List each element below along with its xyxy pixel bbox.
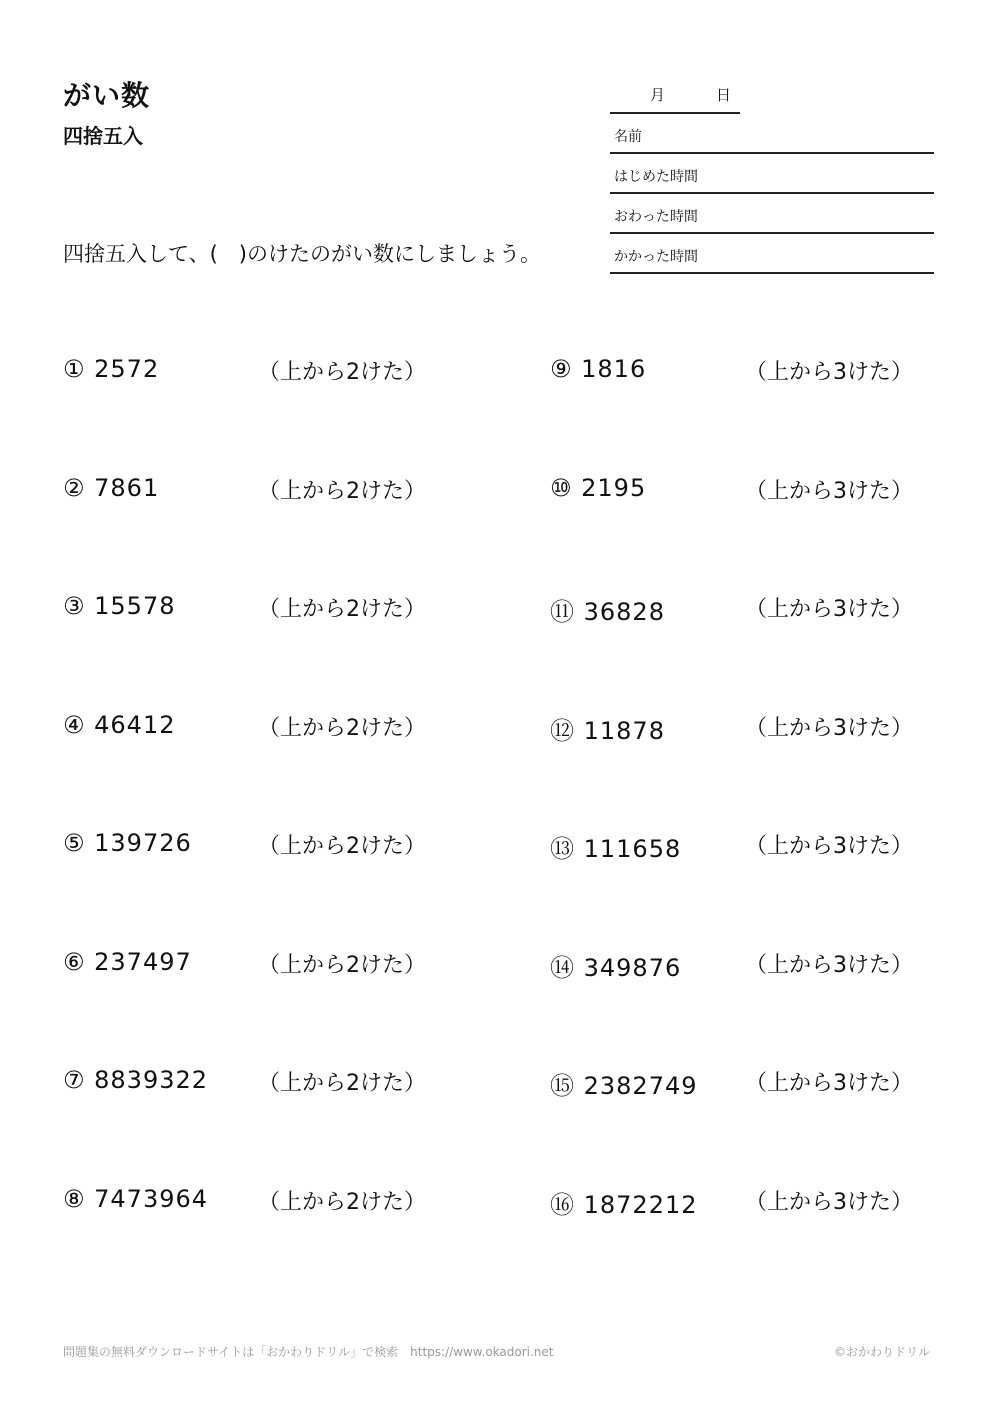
problem-hint: （上から3けた） — [745, 716, 913, 741]
problem-hint: （上から2けた） — [258, 479, 426, 504]
problem-number: ① 2572 — [63, 355, 160, 383]
footer-site-note: 問題集の無料ダウンロードサイトは「おかわりドリル」で検索 https://www.okadori.net — [63, 1345, 554, 1359]
footer-copyright: ©おかわりドリル — [833, 1345, 930, 1359]
problem-hint: （上から2けた） — [258, 360, 426, 385]
name-label: 名前 — [614, 129, 642, 145]
problem-hint: （上から2けた） — [258, 1071, 426, 1096]
problem-hint: （上から2けた） — [258, 953, 426, 978]
problem-hint: （上から3けた） — [745, 360, 913, 385]
problem-number: ⑤ 139726 — [63, 829, 192, 857]
problem-hint: （上から2けた） — [258, 716, 426, 741]
problem-number: ⑫ 11878 — [550, 717, 665, 745]
end-time-field[interactable] — [610, 194, 934, 234]
problem-hint: （上から2けた） — [258, 834, 426, 859]
name-field[interactable] — [610, 114, 934, 154]
start-time-field[interactable] — [610, 154, 934, 194]
end-time-label: おわった時間 — [614, 209, 698, 225]
instruction-text: 四捨五入して、( )のけたのがい数にしましょう。 — [63, 242, 541, 266]
start-time-label: はじめた時間 — [614, 169, 698, 185]
problem-number: ⑮ 2382749 — [550, 1072, 698, 1100]
elapsed-time-field[interactable] — [610, 234, 934, 274]
elapsed-time-label: かかった時間 — [614, 249, 698, 265]
problem-number: ⑯ 1872212 — [550, 1191, 698, 1219]
problem-number: ⑧ 7473964 — [63, 1185, 209, 1213]
problem-hint: （上から2けた） — [258, 597, 426, 622]
problem-hint: （上から3けた） — [745, 834, 913, 859]
problem-hint: （上から3けた） — [745, 597, 913, 622]
problem-number: ③ 15578 — [63, 592, 176, 620]
problem-number: ④ 46412 — [63, 711, 176, 739]
problem-hint: （上から3けた） — [745, 1071, 913, 1096]
problem-hint: （上から3けた） — [745, 953, 913, 978]
problem-hint: （上から3けた） — [745, 479, 913, 504]
problem-number: ⑪ 36828 — [550, 598, 665, 626]
problem-hint: （上から2けた） — [258, 1190, 426, 1215]
problem-number: ⑥ 237497 — [63, 948, 192, 976]
worksheet-subtitle: 四捨五入 — [63, 124, 143, 148]
worksheet-title: がい数 — [63, 79, 151, 112]
problem-hint: （上から3けた） — [745, 1190, 913, 1215]
month-label: 月 — [650, 86, 666, 104]
problem-number: ⑬ 111658 — [550, 835, 682, 863]
problem-number: ⑭ 349876 — [550, 954, 682, 982]
problem-number: ② 7861 — [63, 474, 160, 502]
day-label: 日 — [716, 86, 732, 104]
problem-number: ⑨ 1816 — [550, 355, 647, 383]
problem-number: ⑦ 8839322 — [63, 1066, 209, 1094]
problem-number: ⑩ 2195 — [550, 474, 647, 502]
date-field[interactable] — [610, 82, 740, 114]
